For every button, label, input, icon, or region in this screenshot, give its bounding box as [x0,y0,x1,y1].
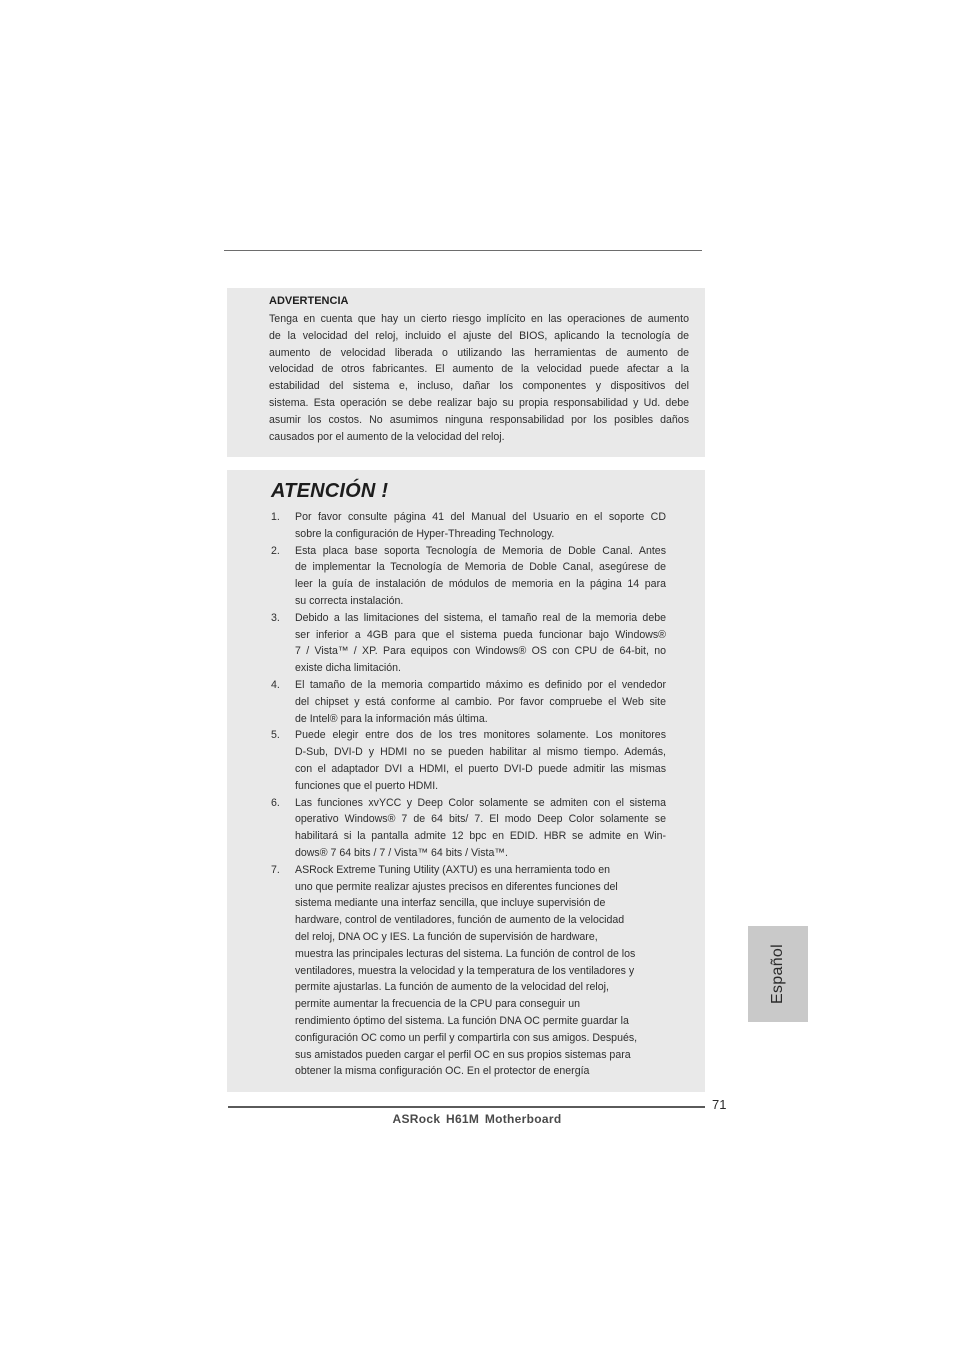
attention-item-line: del chipset y está conforme al cambio. Por favor compruebe el Web site [295,695,666,708]
attention-item [271,862,666,1080]
attention-item-number: 7. [271,863,280,876]
attention-item [271,795,666,862]
attention-item-line: con el adaptador DVI a HDMI, el puerto DVI-D puede admitir las mismas [295,762,666,775]
attention-item [271,727,666,794]
attention-item-line: configuración OC como un perfil y compartirla con sus amigos. Después, [295,1031,638,1044]
attention-item-line: ASRock Extreme Tuning Utility (AXTU) es una herramienta todo en [295,863,611,876]
attention-item-number: 3. [271,611,280,624]
attention-item-line: uno que permite realizar ajustes precisos en diferentes funciones del [295,880,618,893]
attention-item-line: de implementar la Tecnología de Memoria de Doble Canal, asegúrese de [295,561,666,574]
attention-item-line: obtener la misma configuración OC. En el protector de energía [295,1065,590,1078]
attention-item [271,610,666,677]
warning-line: de la velocidad del reloj, incluido el ajuste del BIOS, aplicando la tecnología de [269,329,689,342]
attention-item-line: D-Sub, DVI-D y HDMI no se pueden habilitar al mismo tiempo. Además, [295,746,666,759]
warning-line: causados por el aumento de la velocidad del reloj. [269,430,505,443]
bottom-divider [228,1106,705,1108]
attention-item [271,677,666,727]
attention-item-line: El tamaño de la memoria compartido máximo es definido por el vendedor [295,678,666,691]
attention-item [271,509,666,543]
attention-item-line: su correcta instalación. [295,594,404,607]
warning-line: velocidad de otros fabricantes. El aumento de la velocidad puede afectar a la [269,363,689,376]
attention-list [271,509,666,1080]
attention-title: ATENCIÓN ! [271,480,389,502]
attention-item-line: de Intel® para la información más última. [295,712,488,725]
attention-item-line: leer la guía de instalación de módulos de memoria en la página 14 para [295,578,666,591]
attention-item-line: permite ajustarlas. La función de aumento de la velocidad del reloj, [295,981,609,994]
attention-item-number: 5. [271,729,280,742]
attention-item-line: Esta placa base soporta Tecnología de Memoria de Doble Canal. Antes [295,544,666,557]
attention-item-line: habilitará si la pantalla admite 12 bpc en EDID. HBR se admite en Win- [295,830,666,843]
page-number: 71 [712,1097,727,1112]
attention-item [271,543,666,610]
attention-item-line: sobre la configuración de Hyper-Threading Technology. [295,527,555,540]
warning-title: ADVERTENCIA [269,295,349,307]
attention-item-line: funciones que el puerto HDMI. [295,779,439,792]
attention-item-line: permite aumentar la frecuencia de la CPU para conseguir un [295,998,581,1011]
attention-item-line: sus amistados pueden cargar el perfil OC en sus propios sistemas para [295,1048,631,1061]
footer-title: ASRock H61M Motherboard [392,1112,562,1126]
warning-line: sistema. Esta operación se debe realizar bajo su propia responsabilidad y Ud. debe [269,396,689,409]
warning-box [227,288,705,457]
attention-item-number: 1. [271,511,280,523]
attention-item-number: 6. [271,796,280,809]
attention-item-line: operativo Windows® 7 de 64 bits/ 7. El modo Deep Color solamente se [295,813,666,826]
top-divider [224,250,702,251]
warning-line: estabilidad del sistema e, incluso, dañar los componentes y dispositivos del [269,380,689,393]
warning-line: asumir los costos. No asumimos ninguna responsabilidad por los posibles daños [269,413,689,426]
language-tab-label: Español [769,944,786,1004]
attention-item-line: 7 / Vista™ / XP. Para equipos con Windows® OS con CPU de 64-bit, no [295,645,666,658]
attention-item-line: Puede elegir entre dos de los tres monitores solamente. Los monitores [295,729,666,742]
attention-item-line: existe dicha limitación. [295,662,401,675]
attention-item-line: Las funciones xvYCC y Deep Color solamente se admiten con el sistema [295,796,666,809]
attention-item-number: 2. [271,544,280,557]
attention-item-line: del reloj, DNA OC y IES. La función de supervisión de hardware, [295,930,598,943]
warning-line: Tenga en cuenta que hay un cierto riesgo implícito en las operaciones de aumento [269,313,689,325]
language-tab [748,926,808,1022]
warning-line: aumento de velocidad liberada o utilizando las herramientas de aumento de [269,346,689,359]
attention-item-line: hardware, control de ventiladores, función de aumento de la velocidad [295,914,625,927]
attention-box [227,470,705,1092]
attention-item-number: 4. [271,678,280,691]
warning-body [269,311,689,445]
attention-item-line: Por favor consulte página 41 del Manual del Usuario en el soporte CD [295,511,666,523]
attention-item-line: ser inferior a 4GB para que el sistema pueda funcionar bajo Windows® [295,628,666,641]
attention-item-line: rendimiento óptimo del sistema. La función DNA OC permite guardar la [295,1014,629,1027]
attention-item-line: sistema mediante una interfaz sencilla, que incluye supervisión de [295,897,606,910]
attention-item-line: Debido a las limitaciones del sistema, el tamaño real de la memoria debe [295,611,666,624]
attention-item-line: dows® 7 64 bits / 7 / Vista™ 64 bits / Vista™. [295,846,508,859]
attention-item-line: ventiladores, muestra la velocidad y la temperatura de los ventiladores y [295,964,635,977]
attention-item-line: muestra las principales lecturas del sistema. La función de control de los [295,947,636,960]
